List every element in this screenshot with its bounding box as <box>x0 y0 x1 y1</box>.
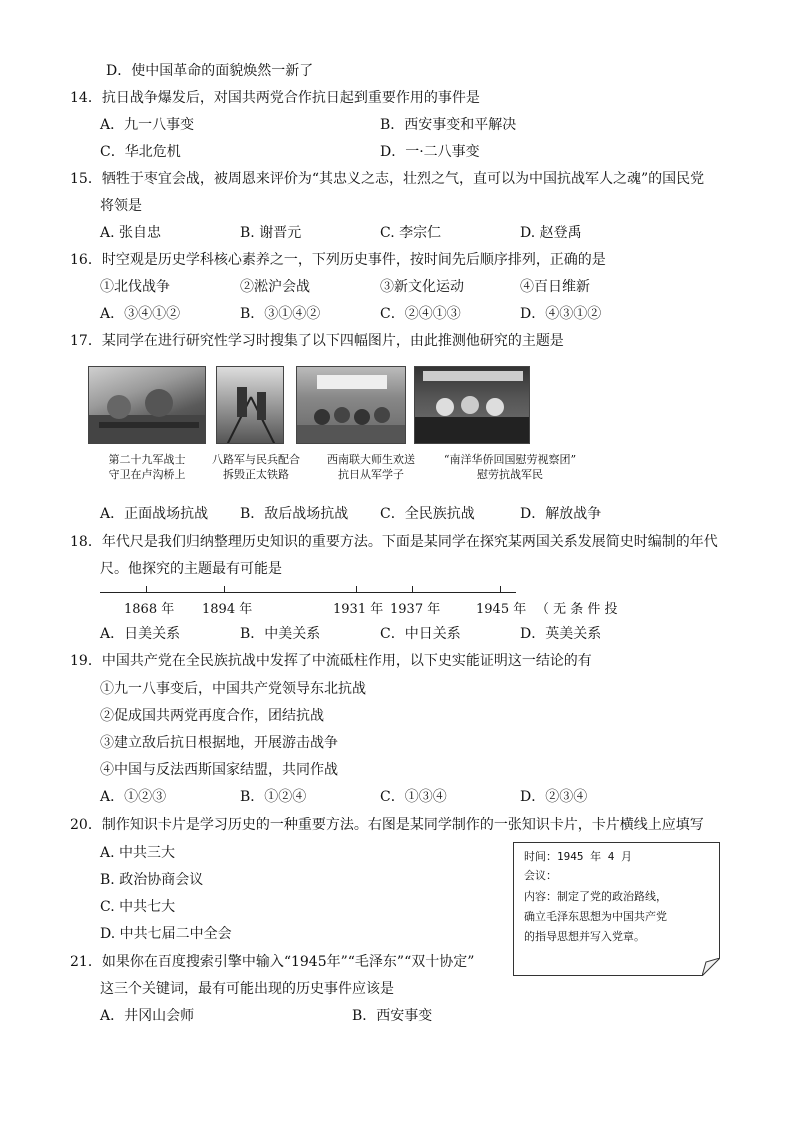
photo-2-caption-2: 拆毁正太铁路 <box>223 468 289 481</box>
photo-overseas-chinese <box>414 366 530 444</box>
timeline-label-tail: （ 无 条 件 投 <box>536 602 618 617</box>
q18-option-c: C．中日关系 <box>380 626 461 642</box>
q19-item-1: ①九一八事变后，中国共产党领导东北抗战 <box>100 681 366 697</box>
q19-option-b: B．①②④ <box>240 789 307 805</box>
photo-1-caption-2: 守卫在卢沟桥上 <box>108 468 186 481</box>
photo-lianda-students-art <box>297 367 406 444</box>
timeline-tick-1945 <box>500 586 501 593</box>
photo-zhengtai-railway-art <box>217 367 284 444</box>
q16-option-d: D．④③①② <box>520 306 602 322</box>
q15-option-d: D. 赵登禹 <box>520 225 582 241</box>
q15-option-a: A. 张自忠 <box>100 225 162 241</box>
q21-stem-cont: 这三个关键词，最有可能出现的历史事件应该是 <box>100 981 394 997</box>
q18-stem-cont: 尺。他探究的主题最有可能是 <box>100 561 282 577</box>
q13-option-d: D．使中国革命的面貌焕然一新了 <box>106 63 314 79</box>
q16-item-2: ②淞沪会战 <box>240 279 310 295</box>
timeline-tick-1868 <box>146 586 147 593</box>
q19-item-4: ④中国与反法西斯国家结盟，共同作战 <box>100 762 338 778</box>
q14-stem: 14．抗日战争爆发后，对国共两党合作抗日起到重要作用的事件是 <box>70 90 480 106</box>
timeline-label-1894: 1894 年 <box>202 602 253 617</box>
timeline-tick-1937 <box>412 586 413 593</box>
card-folded-corner <box>702 958 720 976</box>
q18-option-d: D．英美关系 <box>520 626 602 642</box>
q14-option-a: A．九一八事变 <box>100 117 195 133</box>
q15-stem: 15．牺牲于枣宜会战，被周恩来评价为“其忠义之志，壮烈之气，直可以为中国抗战军人之魂”的国民党 <box>70 171 705 187</box>
q18-option-a: A．日美关系 <box>100 626 181 642</box>
timeline-label-1931: 1931 年 <box>333 602 384 617</box>
q14-option-d: D．一·二八事变 <box>380 144 480 160</box>
q20-option-b: B. 政治协商会议 <box>100 872 204 888</box>
card-line-content-1: 内容：制定了党的政治路线， <box>524 890 667 903</box>
knowledge-card <box>513 842 720 976</box>
q19-option-d: D．②③④ <box>520 789 588 805</box>
q20-option-d: D. 中共七届二中全会 <box>100 926 232 942</box>
q20-option-c: C. 中共七大 <box>100 899 176 915</box>
timeline-axis <box>100 592 516 593</box>
q17-stem: 17．某同学在进行研究性学习时搜集了以下四幅图片，由此推测他研究的主题是 <box>70 333 564 349</box>
q16-option-b: B．③①④② <box>240 306 321 322</box>
q19-option-c: C．①③④ <box>380 789 447 805</box>
q15-option-c: C. 李宗仁 <box>380 225 442 241</box>
q20-stem: 20．制作知识卡片是学习历史的一种重要方法。右图是某同学制作的一张知识卡片，卡片横线上应填写 <box>70 817 704 833</box>
q16-item-3: ③新文化运动 <box>380 279 464 295</box>
photo-3-caption-2: 抗日从军学子 <box>338 468 404 481</box>
q16-stem: 16．时空观是历史学科核心素养之一，下列历史事件，按时间先后顺序排列，正确的是 <box>70 252 606 268</box>
q17-option-a: A．正面战场抗战 <box>100 506 209 522</box>
timeline-tick-1931 <box>356 586 357 593</box>
photo-2-caption-1: 八路军与民兵配合 <box>212 453 300 466</box>
q18-stem: 18．年代尺是我们归纳整理历史知识的重要方法。下面是某同学在探究某两国关系发展简史时编制的年代 <box>70 534 718 550</box>
q17-option-d: D．解放战争 <box>520 506 602 522</box>
timeline-tick-1894 <box>224 586 225 593</box>
q19-stem: 19．中国共产党在全民族抗战中发挥了中流砥柱作用，以下史实能证明这一结论的有 <box>70 653 592 669</box>
q16-option-c: C．②④①③ <box>380 306 461 322</box>
card-line-meeting: 会议： <box>524 869 557 882</box>
q19-item-3: ③建立敌后抗日根据地，开展游击战争 <box>100 735 338 751</box>
q21-stem: 21．如果你在百度搜索引擎中输入“1945年”“毛泽东”“双十协定” <box>70 954 475 970</box>
q14-option-b: B．西安事变和平解决 <box>380 117 517 133</box>
photo-zhengtai-railway <box>216 366 284 444</box>
card-line-content-2: 确立毛泽东思想为中国共产党 <box>524 910 667 923</box>
photo-3-caption-1: 西南联大师生欢送 <box>327 453 415 466</box>
card-line-content-3: 的指导思想并写入党章。 <box>524 930 645 943</box>
photo-4-caption-1: “南洋华侨回国慰劳视察团” <box>443 453 577 466</box>
photo-1-caption-1: 第二十九军战士 <box>108 453 186 466</box>
q18-option-b: B．中美关系 <box>240 626 321 642</box>
photo-lugou-bridge-art <box>89 367 206 444</box>
photo-overseas-chinese-art <box>415 367 530 444</box>
timeline-label-1868: 1868 年 <box>124 602 175 617</box>
q21-option-b: B．西安事变 <box>352 1008 433 1024</box>
timeline-label-1945: 1945 年 <box>476 602 527 617</box>
q21-option-a: A．井冈山会师 <box>100 1008 195 1024</box>
q15-stem-cont: 将领是 <box>100 198 142 214</box>
timeline-label-1937: 1937 年 <box>390 602 441 617</box>
q19-item-2: ②促成国共两党再度合作，团结抗战 <box>100 708 324 724</box>
q20-option-a: A. 中共三大 <box>100 845 176 861</box>
q16-option-a: A．③④①② <box>100 306 181 322</box>
photo-4-caption-2: 慰劳抗战军民 <box>477 468 543 481</box>
q17-option-c: C．全民族抗战 <box>380 506 475 522</box>
q16-item-1: ①北伐战争 <box>100 279 170 295</box>
q14-option-c: C．华北危机 <box>100 144 181 160</box>
q16-item-4: ④百日维新 <box>520 279 590 295</box>
photo-lugou-bridge <box>88 366 206 444</box>
photo-lianda-students <box>296 366 406 444</box>
q15-option-b: B. 谢晋元 <box>240 225 302 241</box>
q17-option-b: B．敌后战场抗战 <box>240 506 349 522</box>
q19-option-a: A．①②③ <box>100 789 167 805</box>
card-line-time: 时间：1945 年 4 月 <box>524 850 632 863</box>
